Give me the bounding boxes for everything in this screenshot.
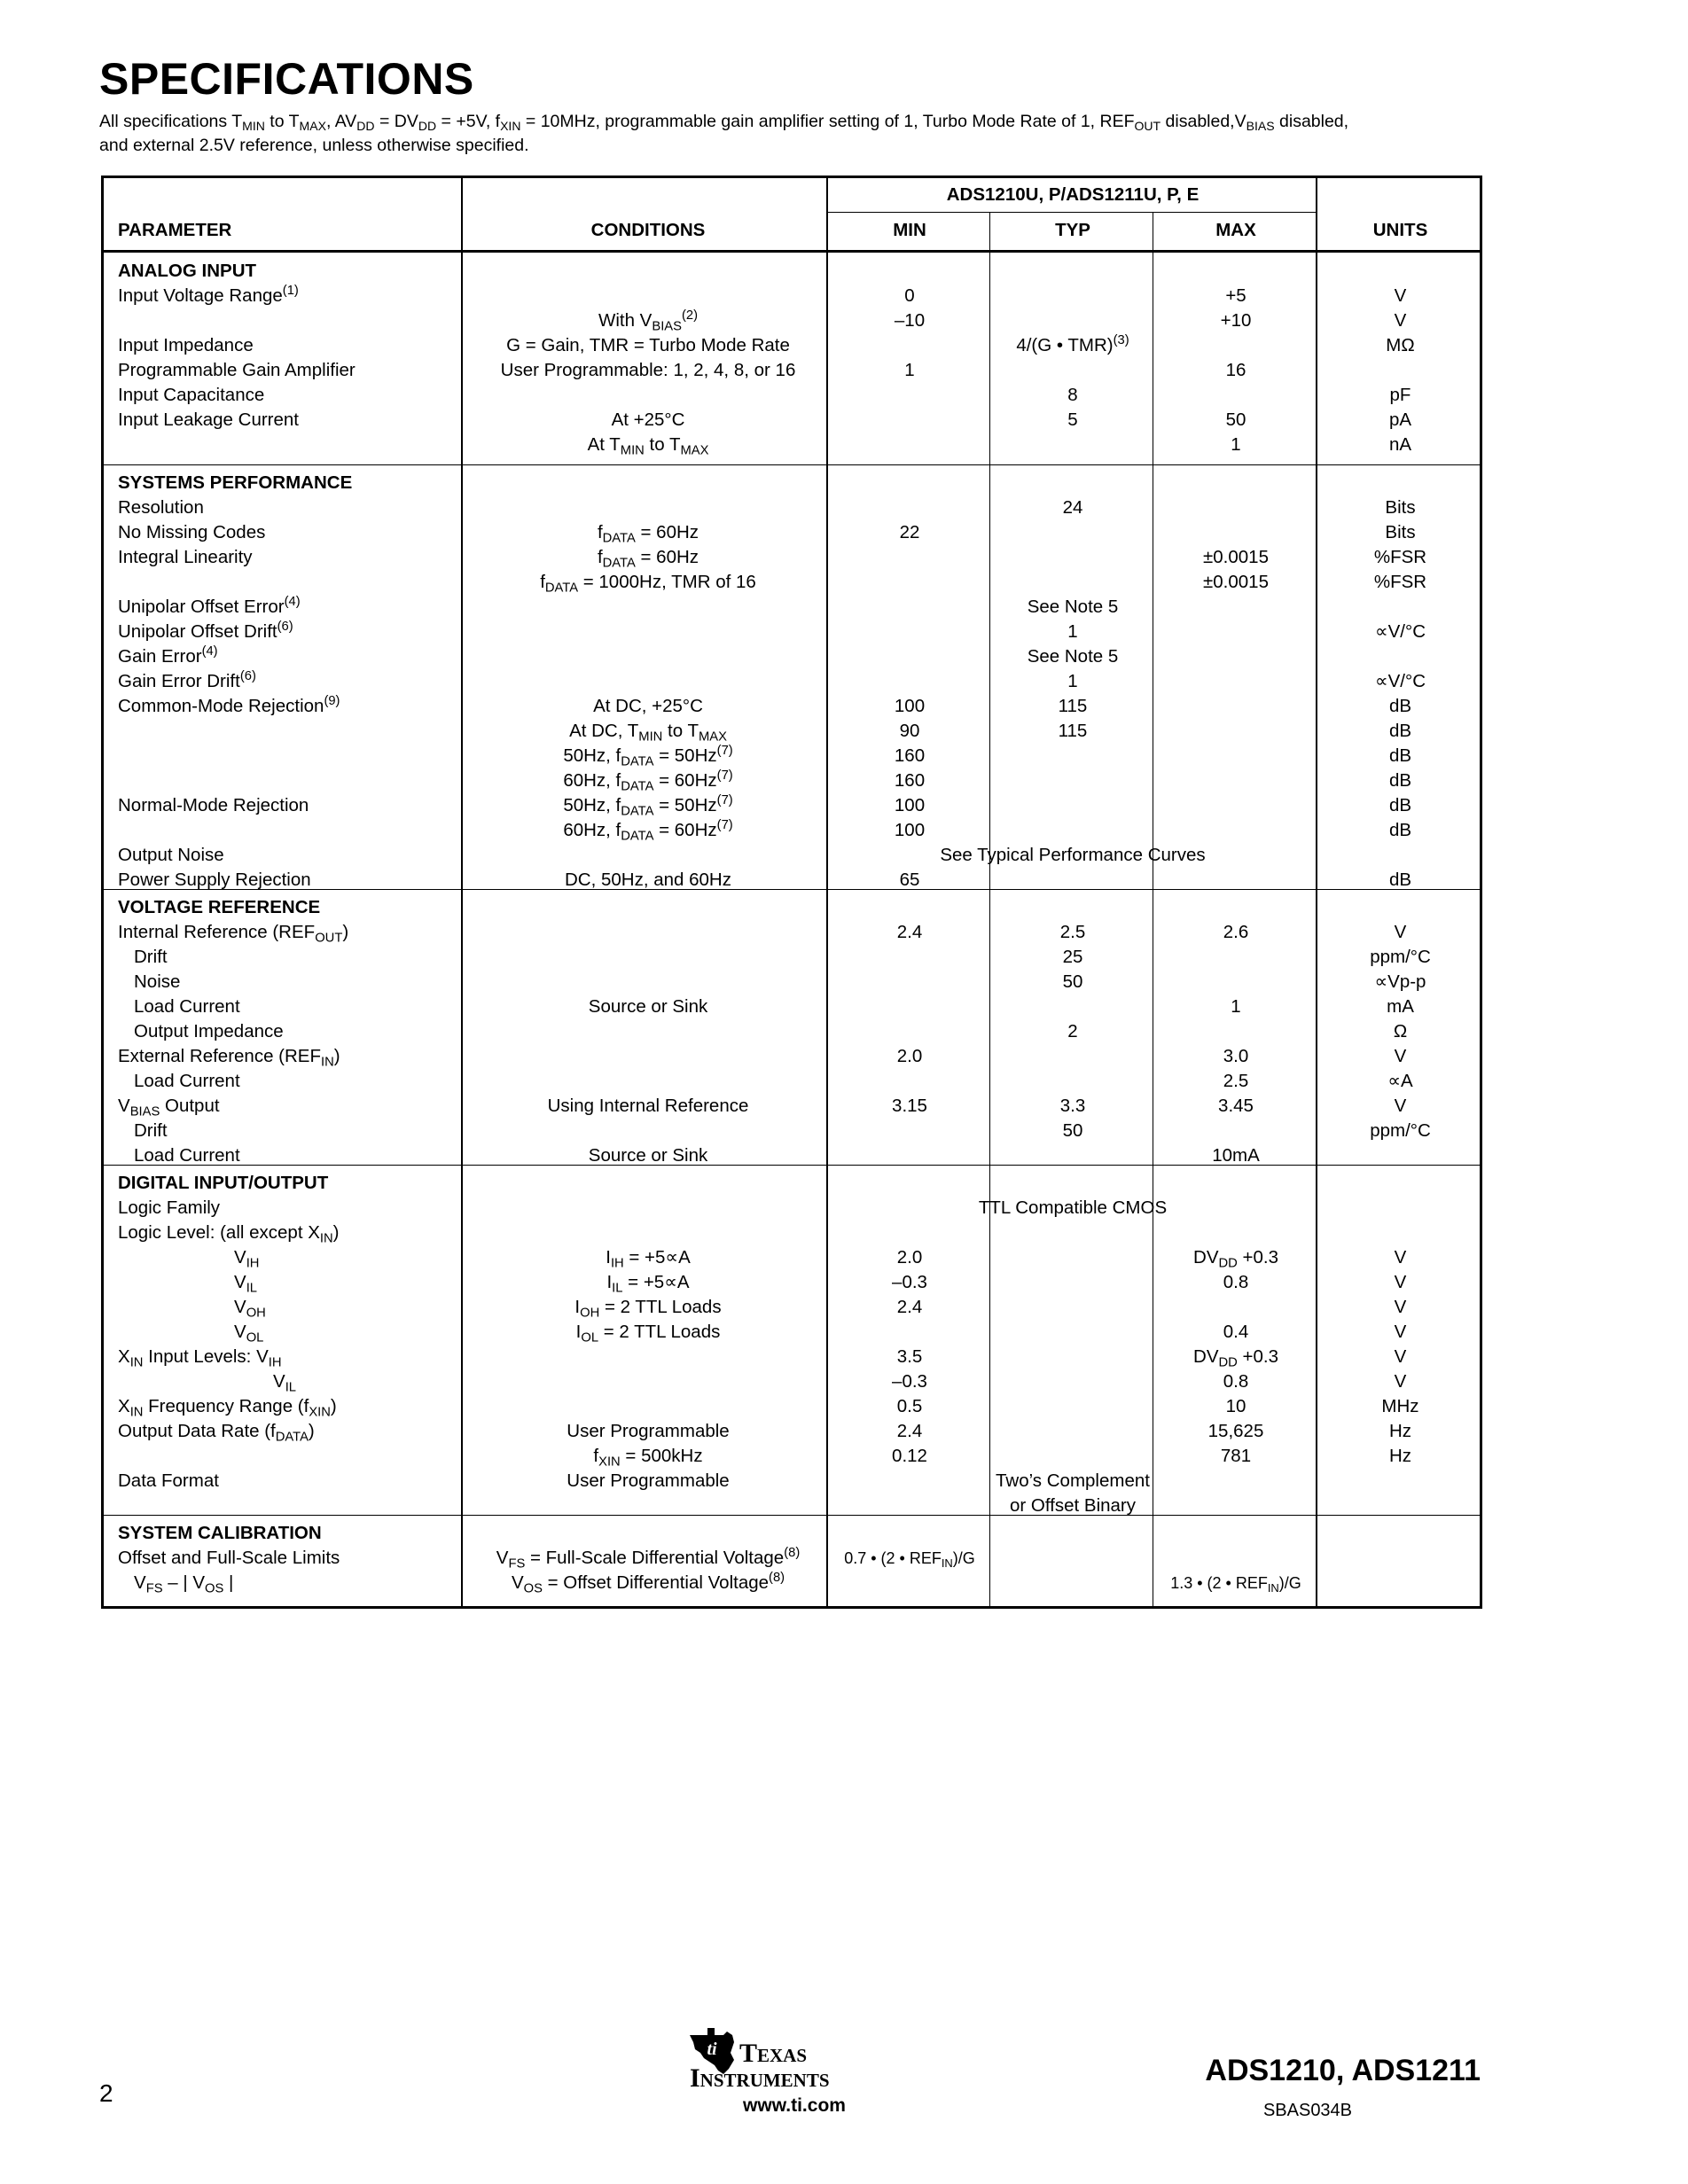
value-max: 1 <box>1231 434 1241 455</box>
param-unipolar-offset-error: Unipolar Offset Error$^{(4)}$ <box>118 594 301 617</box>
param-vih: $V_{IH}$ <box>234 1247 260 1271</box>
value-unit: V <box>1394 1322 1407 1342</box>
value-typ: 2.5 <box>1059 922 1086 942</box>
value-min: 0 <box>904 285 915 306</box>
value-unit: %FSR <box>1373 572 1427 592</box>
param-output-impedance: Output Impedance <box>134 1021 284 1041</box>
section-system-calibration: SYSTEM CALIBRATION <box>118 1523 322 1543</box>
param-data-format: Data Format <box>118 1470 219 1491</box>
value-typ: See Typical Performance Curves <box>940 845 1206 865</box>
value-max: 1 <box>1231 996 1241 1017</box>
value-max: $DV_{DD} +0.3$ <box>1193 1247 1278 1271</box>
value-max: $DV_{DD} +0.3$ <box>1193 1346 1278 1370</box>
value-max: +5 <box>1225 285 1246 306</box>
value-unit: dB <box>1388 721 1412 741</box>
condition: At +25°C <box>611 410 685 430</box>
value-min: 2.4 <box>896 922 923 942</box>
value-typ: 115 <box>1058 696 1088 716</box>
specifications-table <box>101 176 1482 1609</box>
value-unit: V <box>1394 1096 1407 1116</box>
value-unit: V <box>1394 1272 1407 1292</box>
value-unit: dB <box>1388 820 1412 840</box>
value-max: 3.45 <box>1218 1096 1254 1116</box>
param-load-current: Load Current <box>134 996 240 1017</box>
value-typ: 50 <box>1062 1120 1083 1141</box>
param-normal-mode-rejection: Normal-Mode Rejection <box>118 795 309 815</box>
condition: $I_{OL} = 2$ TTL Loads <box>575 1322 721 1346</box>
value-unit: ∝V/°C <box>1374 671 1426 691</box>
value-max: 1.3 • (2 • $REF_{IN})/G$ <box>1170 1574 1301 1595</box>
param-common-mode-rejection: Common-Mode Rejection$^{(9)}$ <box>118 693 340 716</box>
value-min: –0.3 <box>892 1272 927 1292</box>
value-unit: MHz <box>1381 1396 1419 1416</box>
document-number: SBAS034B <box>1262 2101 1353 2120</box>
param-load-current: Load Current <box>134 1145 240 1166</box>
condition: User Programmable <box>567 1470 730 1491</box>
condition: At DC, +25°C <box>593 696 703 716</box>
value-max: 781 <box>1220 1446 1252 1466</box>
condition: Using Internal Reference <box>547 1096 749 1116</box>
value-min: 3.5 <box>896 1346 923 1367</box>
param-input-voltage-range: Input Voltage Range$^{(1)}$ <box>118 283 299 306</box>
value-min: 100 <box>894 820 926 840</box>
value-max: 2.5 <box>1223 1071 1249 1091</box>
value-typ: See Note 5 <box>1027 646 1119 667</box>
value-unit: Bits <box>1385 522 1416 542</box>
value-unit: ppm/°C <box>1370 947 1431 967</box>
value-min: 100 <box>894 795 926 815</box>
value-min: –10 <box>894 310 926 331</box>
logo-instruments: Instruments <box>690 2063 830 2093</box>
value-unit: nA <box>1388 434 1412 455</box>
ti-website-link[interactable]: www.ti.com <box>743 2095 846 2116</box>
condition: With $V_{BIAS}^{(2)}$ <box>598 308 699 334</box>
value-max: 10 <box>1225 1396 1246 1416</box>
value-min: 160 <box>894 745 926 766</box>
value-unit: pF <box>1389 385 1411 405</box>
value-typ: TTL Compatible CMOS <box>978 1197 1168 1218</box>
value-unit: ∝V/°C <box>1374 621 1426 642</box>
texas-instruments-logo <box>688 2023 901 2102</box>
param-integral-linearity: Integral Linearity <box>118 547 253 567</box>
value-min: 2.4 <box>896 1421 923 1441</box>
value-min: 1 <box>904 360 915 380</box>
condition: $f_{DATA} = 1000Hz$, TMR of 16 <box>540 572 756 596</box>
value-max: 0.8 <box>1223 1272 1249 1292</box>
header-rule <box>104 250 1480 253</box>
value-unit: V <box>1394 1346 1407 1367</box>
param-logic-level: Logic Level: (all except $X_{IN}$) <box>118 1222 340 1246</box>
header-units: UNITS <box>1372 220 1428 240</box>
value-typ: 1 <box>1067 671 1078 691</box>
value-max: 0.8 <box>1223 1371 1249 1392</box>
header-typ: TYP <box>1055 220 1090 240</box>
condition: At DC, $T_{MIN}$ to $T_{MAX}$ <box>569 721 727 745</box>
value-max: 3.0 <box>1223 1046 1249 1066</box>
param-drift: Drift <box>134 1120 168 1141</box>
condition: DC, 50Hz, and 60Hz <box>564 870 731 890</box>
condition: $I_{IH} = +5\propto A$ <box>606 1247 691 1271</box>
value-unit: V <box>1394 310 1407 331</box>
param-load-current: Load Current <box>134 1071 240 1091</box>
value-min: 2.0 <box>896 1247 923 1268</box>
value-unit: ∝Vp-p <box>1374 971 1426 992</box>
condition: 50Hz, $f_{DATA} = 50Hz^{(7)}$ <box>563 792 733 819</box>
value-unit: V <box>1394 1297 1407 1317</box>
value-typ: 25 <box>1062 947 1083 967</box>
param-gain-error: Gain Error$^{(4)}$ <box>118 644 218 667</box>
svg-text:ti: ti <box>707 2040 717 2059</box>
value-min: 90 <box>899 721 920 741</box>
value-typ: 2 <box>1067 1021 1078 1041</box>
condition: $f_{XIN} = 500kHz$ <box>593 1446 703 1470</box>
value-min: 0.5 <box>896 1396 923 1416</box>
value-min: 160 <box>894 770 926 791</box>
column-divider <box>461 178 463 1606</box>
value-typ: 3.3 <box>1059 1096 1086 1116</box>
param-output-noise: Output Noise <box>118 845 224 865</box>
section-digital-io: DIGITAL INPUT/OUTPUT <box>118 1173 329 1193</box>
value-min: 100 <box>894 696 926 716</box>
condition: $V_{FS}$ = Full-Scale Differential Voltage$^{(8)}$ <box>496 1545 801 1572</box>
param-offset-full-scale-limits: Offset and Full-Scale Limits <box>118 1548 340 1568</box>
value-max: 15,625 <box>1207 1421 1264 1441</box>
param-input-impedance: Input Impedance <box>118 335 254 355</box>
param-input-leakage: Input Leakage Current <box>118 410 299 430</box>
value-min: 2.4 <box>896 1297 923 1317</box>
value-unit: Hz <box>1388 1446 1412 1466</box>
value-max: ±0.0015 <box>1203 547 1269 567</box>
condition: User Programmable <box>567 1421 730 1441</box>
header-conditions: CONDITIONS <box>590 220 706 240</box>
value-typ: 5 <box>1067 410 1078 430</box>
condition: User Programmable: 1, 2, 4, 8, or 16 <box>500 360 796 380</box>
param-drift: Drift <box>134 947 168 967</box>
section-analog-input: ANALOG INPUT <box>118 261 257 281</box>
header-parameter: PARAMETER <box>118 220 232 240</box>
param-gain-error-drift: Gain Error Drift$^{(6)}$ <box>118 668 256 691</box>
device-header: ADS1210U, P/ADS1211U, P, E <box>946 184 1200 205</box>
condition: $f_{DATA} = 60Hz$ <box>597 522 699 546</box>
param-vil: $V_{IL}$ <box>234 1272 257 1296</box>
value-typ: See Note 5 <box>1027 597 1119 617</box>
value-min: 0.7 • (2 • $REF_{IN})/G$ <box>844 1549 975 1570</box>
value-typ: 1 <box>1067 621 1078 642</box>
param-internal-reference: Internal Reference $(REF_{OUT})$ <box>118 922 349 946</box>
param-output-data-rate: Output Data Rate $(f_{DATA})$ <box>118 1421 315 1445</box>
spec-conditions-note: All specifications $T_{MIN}$ to $T_{MAX}$, $AV_{DD} = DV_{DD} = +5V$, $f_{XIN} = 10MHz$, programmable gain amplifier setting of 1, Turbo Mode Rate of 1, $REF_{OUT}$ $disabled,V_{BIAS}$ disabled, and external 2.5V reference, unless otherwise specified. <box>99 112 1349 155</box>
value-unit: MΩ <box>1386 335 1415 355</box>
param-unipolar-offset-drift: Unipolar Offset Drift$^{(6)}$ <box>118 619 293 642</box>
page-title: SPECIFICATIONS <box>99 54 474 104</box>
value-min: 3.15 <box>892 1096 927 1116</box>
value-unit: V <box>1394 1247 1407 1268</box>
param-voh: $V_{OH}$ <box>234 1297 266 1321</box>
param-vol: $V_{OL}$ <box>234 1322 264 1346</box>
param-logic-family: Logic Family <box>118 1197 221 1218</box>
part-numbers: ADS1210, ADS1211 <box>1205 2054 1481 2087</box>
param-external-reference: External Reference $(REF_{IN})$ <box>118 1046 340 1070</box>
condition: $V_{OS}$ = Offset Differential Voltage$^{(8)}$ <box>511 1570 785 1596</box>
value-unit: dB <box>1388 770 1412 791</box>
value-unit: ppm/°C <box>1370 1120 1431 1141</box>
condition: G = Gain, TMR = Turbo Mode Rate <box>506 335 790 355</box>
value-max: 16 <box>1225 360 1246 380</box>
param-xin-input-levels: $X_{IN}$ Input Levels: $V_{IH}$ <box>118 1346 282 1370</box>
page-number: 2 <box>99 2079 113 2107</box>
value-unit: Ω <box>1393 1021 1408 1041</box>
logo-texas: Texas <box>739 2039 808 2068</box>
condition: 60Hz, $f_{DATA} = 60Hz^{(7)}$ <box>563 817 733 844</box>
section-rule <box>104 464 1480 465</box>
value-max: 50 <box>1225 410 1246 430</box>
header-min: MIN <box>893 220 926 240</box>
section-voltage-reference: VOLTAGE REFERENCE <box>118 897 321 917</box>
value-unit: mA <box>1387 996 1414 1017</box>
value-max: +10 <box>1220 310 1252 331</box>
param-input-capacitance: Input Capacitance <box>118 385 265 405</box>
value-min: 2.0 <box>896 1046 923 1066</box>
value-unit: V <box>1394 922 1407 942</box>
condition: $I_{IL} = +5\propto A$ <box>606 1272 690 1296</box>
value-typ: 24 <box>1062 497 1083 518</box>
value-unit: V <box>1394 1371 1407 1392</box>
value-unit: %FSR <box>1373 547 1427 567</box>
section-rule <box>104 1515 1480 1516</box>
value-typ: Two’s Complement <box>996 1470 1150 1491</box>
value-unit: V <box>1394 285 1407 306</box>
param-noise: Noise <box>134 971 181 992</box>
value-min: –0.3 <box>892 1371 927 1392</box>
param-pga: Programmable Gain Amplifier <box>118 360 356 380</box>
value-unit: V <box>1394 1046 1407 1066</box>
param-xin-vil: $V_{IL}$ <box>273 1371 296 1395</box>
condition: $f_{DATA} = 60Hz$ <box>597 547 699 571</box>
condition: $I_{OH} = 2$ TTL Loads <box>574 1297 722 1321</box>
value-min: 0.12 <box>892 1446 927 1466</box>
value-typ: 8 <box>1067 385 1078 405</box>
value-unit: dB <box>1388 696 1412 716</box>
value-unit: pA <box>1388 410 1412 430</box>
value-typ: 50 <box>1062 971 1083 992</box>
section-systems-performance: SYSTEMS PERFORMANCE <box>118 472 353 493</box>
condition: 60Hz, $f_{DATA} = 60Hz^{(7)}$ <box>563 768 733 794</box>
condition: Source or Sink <box>588 996 708 1017</box>
value-min: 22 <box>899 522 920 542</box>
header-max: MAX <box>1215 220 1256 240</box>
header-rule <box>826 212 1316 213</box>
value-max: 2.6 <box>1223 922 1249 942</box>
value-unit: Bits <box>1385 497 1416 518</box>
param-vbias-output: $V_{BIAS}$ Output <box>118 1096 220 1119</box>
value-unit: dB <box>1388 745 1412 766</box>
value-typ: 4/(G • TMR)$^{(3)}$ <box>1016 332 1129 355</box>
value-typ: 115 <box>1058 721 1088 741</box>
value-unit: dB <box>1388 870 1412 890</box>
param-vfs-vos: $V_{FS}$ – | $V_{OS}$ | <box>134 1572 234 1596</box>
value-min: 65 <box>899 870 920 890</box>
param-no-missing-codes: No Missing Codes <box>118 522 266 542</box>
value-max: 10mA <box>1212 1145 1260 1166</box>
condition: Source or Sink <box>588 1145 708 1166</box>
value-unit: Hz <box>1388 1421 1412 1441</box>
param-power-supply-rejection: Power Supply Rejection <box>118 870 311 890</box>
value-max: ±0.0015 <box>1203 572 1269 592</box>
value-unit: dB <box>1388 795 1412 815</box>
condition: At $T_{MIN}$ to $T_{MAX}$ <box>587 434 709 458</box>
param-resolution: Resolution <box>118 497 204 518</box>
condition: 50Hz, $f_{DATA} = 50Hz^{(7)}$ <box>563 743 733 769</box>
value-unit: ∝A <box>1387 1071 1413 1091</box>
value-max: 0.4 <box>1223 1322 1249 1342</box>
param-xin-frequency-range: $X_{IN}$ Frequency Range $(f_{XIN})$ <box>118 1396 337 1420</box>
value-typ: or Offset Binary <box>1009 1495 1137 1516</box>
